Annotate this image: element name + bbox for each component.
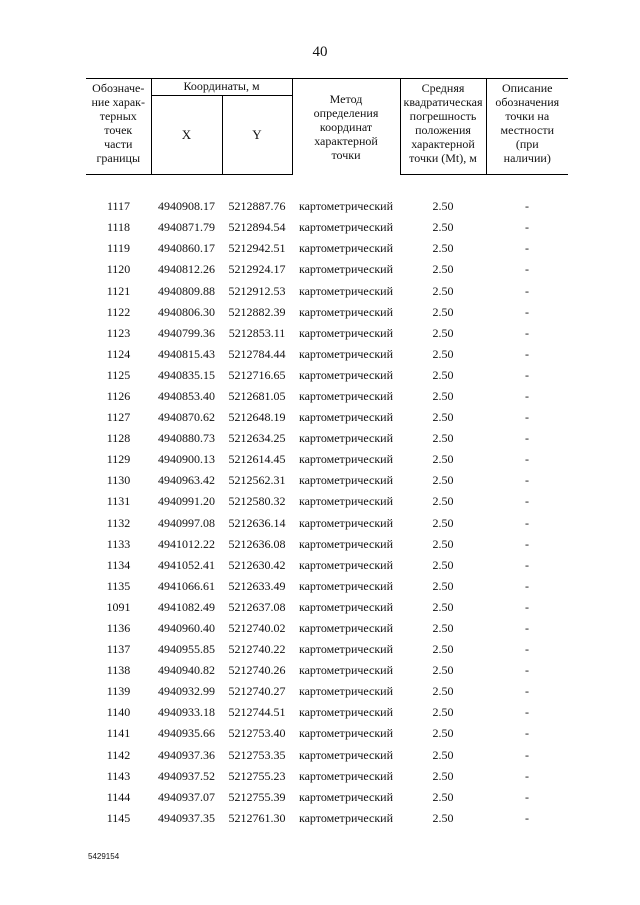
- cell-point-id: 1135: [106, 578, 131, 593]
- cell-y: 5212942.51: [228, 241, 286, 256]
- cell-description: -: [525, 557, 529, 572]
- cell-accuracy: 2.50: [432, 599, 454, 614]
- cell-method: картометрический: [298, 684, 394, 699]
- cell-accuracy: 2.50: [432, 536, 454, 551]
- cell-point-id: 1137: [106, 642, 131, 657]
- cell-description: -: [525, 747, 529, 762]
- coordinates-table: [86, 78, 568, 829]
- table-row: [86, 470, 568, 491]
- cell-x: 4940963.42: [158, 473, 215, 488]
- cell-y: 5212740.26: [228, 663, 286, 678]
- table-row: [86, 407, 568, 428]
- cell-accuracy: 2.50: [432, 642, 454, 657]
- cell-method: картометрический: [298, 220, 394, 235]
- cell-method: картометрический: [298, 199, 394, 214]
- cell-description: -: [525, 642, 529, 657]
- cell-x: 4940937.07: [158, 789, 215, 804]
- cell-y: 5212755.39: [228, 789, 286, 804]
- cell-method: картометрический: [298, 325, 394, 340]
- table-row: [86, 513, 568, 534]
- table-row: [86, 344, 568, 365]
- table-row: [86, 787, 568, 808]
- header-y: Y: [222, 96, 292, 175]
- cell-y: 5212716.65: [228, 367, 286, 382]
- cell-y: 5212580.32: [228, 494, 286, 509]
- table-row: [86, 491, 568, 512]
- table-row: [86, 723, 568, 744]
- cell-description: -: [525, 705, 529, 720]
- cell-accuracy: 2.50: [432, 283, 454, 298]
- cell-method: картометрический: [298, 410, 394, 425]
- cell-point-id: 1124: [106, 346, 131, 361]
- cell-description: -: [525, 684, 529, 699]
- table-row: [86, 238, 568, 259]
- table-row: [86, 576, 568, 597]
- cell-y: 5212637.08: [228, 599, 286, 614]
- cell-y: 5212753.35: [228, 747, 286, 762]
- cell-point-id: 1131: [106, 494, 131, 509]
- table-row: [86, 196, 568, 217]
- cell-description: -: [525, 367, 529, 382]
- cell-description: -: [525, 346, 529, 361]
- cell-y: 5212753.40: [228, 726, 286, 741]
- table-row: [86, 618, 568, 639]
- cell-x: 4940809.88: [158, 283, 215, 298]
- cell-accuracy: 2.50: [432, 747, 454, 762]
- cell-y: 5212744.51: [228, 705, 286, 720]
- cell-x: 4940960.40: [158, 621, 215, 636]
- table-row: [86, 702, 568, 723]
- cell-method: картометрический: [298, 473, 394, 488]
- cell-point-id: 1132: [106, 515, 131, 530]
- cell-description: -: [525, 663, 529, 678]
- cell-accuracy: 2.50: [432, 726, 454, 741]
- cell-method: картометрический: [298, 388, 394, 403]
- cell-point-id: 1091: [106, 599, 131, 614]
- cell-method: картометрический: [298, 346, 394, 361]
- cell-x: 4941052.41: [158, 557, 215, 572]
- table-body: [86, 196, 568, 829]
- table-row: [86, 766, 568, 787]
- cell-point-id: 1121: [106, 283, 131, 298]
- cell-description: -: [525, 431, 529, 446]
- cell-y: 5212740.27: [228, 684, 286, 699]
- cell-point-id: 1141: [106, 726, 131, 741]
- cell-x: 4940935.66: [158, 726, 215, 741]
- cell-accuracy: 2.50: [432, 705, 454, 720]
- cell-x: 4940908.17: [158, 199, 215, 214]
- cell-description: -: [525, 410, 529, 425]
- cell-description: -: [525, 768, 529, 783]
- table-row: [86, 555, 568, 576]
- cell-method: картометрический: [298, 705, 394, 720]
- cell-description: -: [525, 726, 529, 741]
- cell-accuracy: 2.50: [432, 768, 454, 783]
- cell-x: 4940937.35: [158, 810, 215, 825]
- cell-x: 4940806.30: [158, 304, 215, 319]
- cell-method: картометрический: [298, 452, 394, 467]
- cell-description: -: [525, 199, 529, 214]
- page-number: 40: [312, 44, 328, 60]
- cell-point-id: 1127: [106, 410, 131, 425]
- cell-x: 4940937.52: [158, 768, 215, 783]
- cell-accuracy: 2.50: [432, 220, 454, 235]
- cell-y: 5212894.54: [228, 220, 286, 235]
- cell-y: 5212761.30: [228, 810, 286, 825]
- cell-y: 5212755.23: [228, 768, 286, 783]
- cell-point-id: 1143: [106, 768, 131, 783]
- cell-method: картометрический: [298, 810, 394, 825]
- cell-description: -: [525, 578, 529, 593]
- cell-accuracy: 2.50: [432, 557, 454, 572]
- table-row: [86, 660, 568, 681]
- cell-y: 5212648.19: [228, 410, 286, 425]
- cell-method: картометрический: [298, 726, 394, 741]
- cell-point-id: 1118: [106, 220, 131, 235]
- table-row: [86, 428, 568, 449]
- cell-accuracy: 2.50: [432, 325, 454, 340]
- cell-description: -: [525, 452, 529, 467]
- cell-description: -: [525, 220, 529, 235]
- cell-accuracy: 2.50: [432, 473, 454, 488]
- cell-y: 5212681.05: [228, 388, 286, 403]
- table-row: [86, 217, 568, 238]
- cell-accuracy: 2.50: [432, 789, 454, 804]
- cell-description: -: [525, 325, 529, 340]
- cell-point-id: 1138: [106, 663, 131, 678]
- cell-accuracy: 2.50: [432, 388, 454, 403]
- cell-point-id: 1126: [106, 388, 131, 403]
- cell-y: 5212912.53: [228, 283, 286, 298]
- cell-y: 5212784.44: [228, 346, 286, 361]
- cell-description: -: [525, 515, 529, 530]
- cell-accuracy: 2.50: [432, 663, 454, 678]
- cell-x: 4940812.26: [158, 262, 215, 277]
- cell-point-id: 1145: [106, 810, 131, 825]
- cell-y: 5212887.76: [228, 199, 286, 214]
- header-point-label: Обозначе- ние харак- терных точек части границы: [86, 79, 151, 175]
- cell-method: картометрический: [298, 241, 394, 256]
- cell-point-id: 1117: [106, 199, 131, 214]
- cell-accuracy: 2.50: [432, 431, 454, 446]
- cell-description: -: [525, 283, 529, 298]
- cell-accuracy: 2.50: [432, 515, 454, 530]
- cell-point-id: 1119: [106, 241, 131, 256]
- cell-x: 4940933.18: [158, 705, 215, 720]
- header-x: X: [151, 96, 222, 175]
- cell-x: 4941082.49: [158, 599, 215, 614]
- cell-description: -: [525, 789, 529, 804]
- cell-description: -: [525, 494, 529, 509]
- cell-method: картометрический: [298, 747, 394, 762]
- header-method: Метод определения координат характерной точки: [292, 79, 400, 175]
- cell-x: 4940870.62: [158, 410, 215, 425]
- cell-description: -: [525, 473, 529, 488]
- cell-method: картометрический: [298, 283, 394, 298]
- cell-point-id: 1140: [106, 705, 131, 720]
- cell-accuracy: 2.50: [432, 684, 454, 699]
- cell-point-id: 1125: [106, 367, 131, 382]
- cell-x: 4941012.22: [158, 536, 215, 551]
- cell-point-id: 1136: [106, 621, 131, 636]
- cell-method: картометрический: [298, 578, 394, 593]
- cell-x: 4940853.40: [158, 388, 215, 403]
- cell-accuracy: 2.50: [432, 199, 454, 214]
- cell-x: 4940799.36: [158, 325, 215, 340]
- cell-x: 4941066.61: [158, 578, 215, 593]
- cell-method: картометрический: [298, 515, 394, 530]
- cell-point-id: 1128: [106, 431, 131, 446]
- table-row: [86, 597, 568, 618]
- cell-x: 4940835.15: [158, 367, 215, 382]
- cell-accuracy: 2.50: [432, 810, 454, 825]
- cell-point-id: 1130: [106, 473, 131, 488]
- cell-method: картометрический: [298, 304, 394, 319]
- cell-description: -: [525, 388, 529, 403]
- cell-accuracy: 2.50: [432, 262, 454, 277]
- table-row: [86, 280, 568, 301]
- cell-y: 5212614.45: [228, 452, 286, 467]
- cell-point-id: 1134: [106, 557, 131, 572]
- table-row: [86, 534, 568, 555]
- cell-point-id: 1129: [106, 452, 131, 467]
- cell-x: 4940997.08: [158, 515, 215, 530]
- cell-method: картометрический: [298, 262, 394, 277]
- cell-point-id: 1122: [106, 304, 131, 319]
- table-row: [86, 808, 568, 829]
- table-row: [86, 323, 568, 344]
- cell-x: 4940860.17: [158, 241, 215, 256]
- cell-description: -: [525, 536, 529, 551]
- cell-description: -: [525, 304, 529, 319]
- cell-method: картометрический: [298, 536, 394, 551]
- header-description: Описание обозначения точки на местности (при наличии): [486, 79, 568, 175]
- cell-y: 5212853.11: [228, 325, 286, 340]
- cell-description: -: [525, 262, 529, 277]
- cell-method: картометрический: [298, 621, 394, 636]
- cell-accuracy: 2.50: [432, 346, 454, 361]
- cell-x: 4940880.73: [158, 431, 215, 446]
- cell-point-id: 1139: [106, 684, 131, 699]
- cell-accuracy: 2.50: [432, 241, 454, 256]
- cell-method: картометрический: [298, 431, 394, 446]
- cell-point-id: 1133: [106, 536, 131, 551]
- table-row: [86, 386, 568, 407]
- cell-accuracy: 2.50: [432, 578, 454, 593]
- cell-method: картометрический: [298, 663, 394, 678]
- cell-y: 5212630.42: [228, 557, 286, 572]
- cell-y: 5212636.08: [228, 536, 286, 551]
- cell-x: 4940940.82: [158, 663, 215, 678]
- cell-y: 5212740.22: [228, 642, 286, 657]
- cell-x: 4940900.13: [158, 452, 215, 467]
- cell-description: -: [525, 810, 529, 825]
- cell-accuracy: 2.50: [432, 304, 454, 319]
- table-row: [86, 745, 568, 766]
- cell-x: 4940871.79: [158, 220, 215, 235]
- cell-y: 5212634.25: [228, 431, 286, 446]
- cell-x: 4940815.43: [158, 346, 215, 361]
- cell-method: картометрический: [298, 642, 394, 657]
- header-coordinates: Координаты, м: [151, 79, 292, 96]
- cell-accuracy: 2.50: [432, 410, 454, 425]
- cell-accuracy: 2.50: [432, 494, 454, 509]
- cell-accuracy: 2.50: [432, 621, 454, 636]
- cell-x: 4940991.20: [158, 494, 215, 509]
- footer-code: 5429154: [88, 852, 120, 861]
- cell-description: -: [525, 599, 529, 614]
- header-accuracy: Средняя квадратическая погрешность положения характерной точки (Mt), м: [400, 79, 486, 175]
- cell-y: 5212882.39: [228, 304, 286, 319]
- cell-description: -: [525, 241, 529, 256]
- table-row: [86, 302, 568, 323]
- table-row: [86, 259, 568, 280]
- cell-accuracy: 2.50: [432, 452, 454, 467]
- cell-y: 5212562.31: [228, 473, 286, 488]
- cell-method: картометрический: [298, 494, 394, 509]
- cell-x: 4940932.99: [158, 684, 215, 699]
- table-row: [86, 365, 568, 386]
- cell-point-id: 1142: [106, 747, 131, 762]
- cell-method: картометрический: [298, 768, 394, 783]
- cell-method: картометрический: [298, 599, 394, 614]
- cell-point-id: 1120: [106, 262, 131, 277]
- table-row: [86, 681, 568, 702]
- cell-method: картометрический: [298, 557, 394, 572]
- cell-y: 5212740.02: [228, 621, 286, 636]
- cell-point-id: 1144: [106, 789, 131, 804]
- cell-y: 5212633.49: [228, 578, 286, 593]
- cell-method: картометрический: [298, 789, 394, 804]
- cell-y: 5212636.14: [228, 515, 286, 530]
- table-row: [86, 449, 568, 470]
- cell-y: 5212924.17: [228, 262, 286, 277]
- cell-point-id: 1123: [106, 325, 131, 340]
- cell-method: картометрический: [298, 367, 394, 382]
- cell-accuracy: 2.50: [432, 367, 454, 382]
- cell-x: 4940955.85: [158, 642, 215, 657]
- table-row: [86, 639, 568, 660]
- cell-description: -: [525, 621, 529, 636]
- cell-x: 4940937.36: [158, 747, 215, 762]
